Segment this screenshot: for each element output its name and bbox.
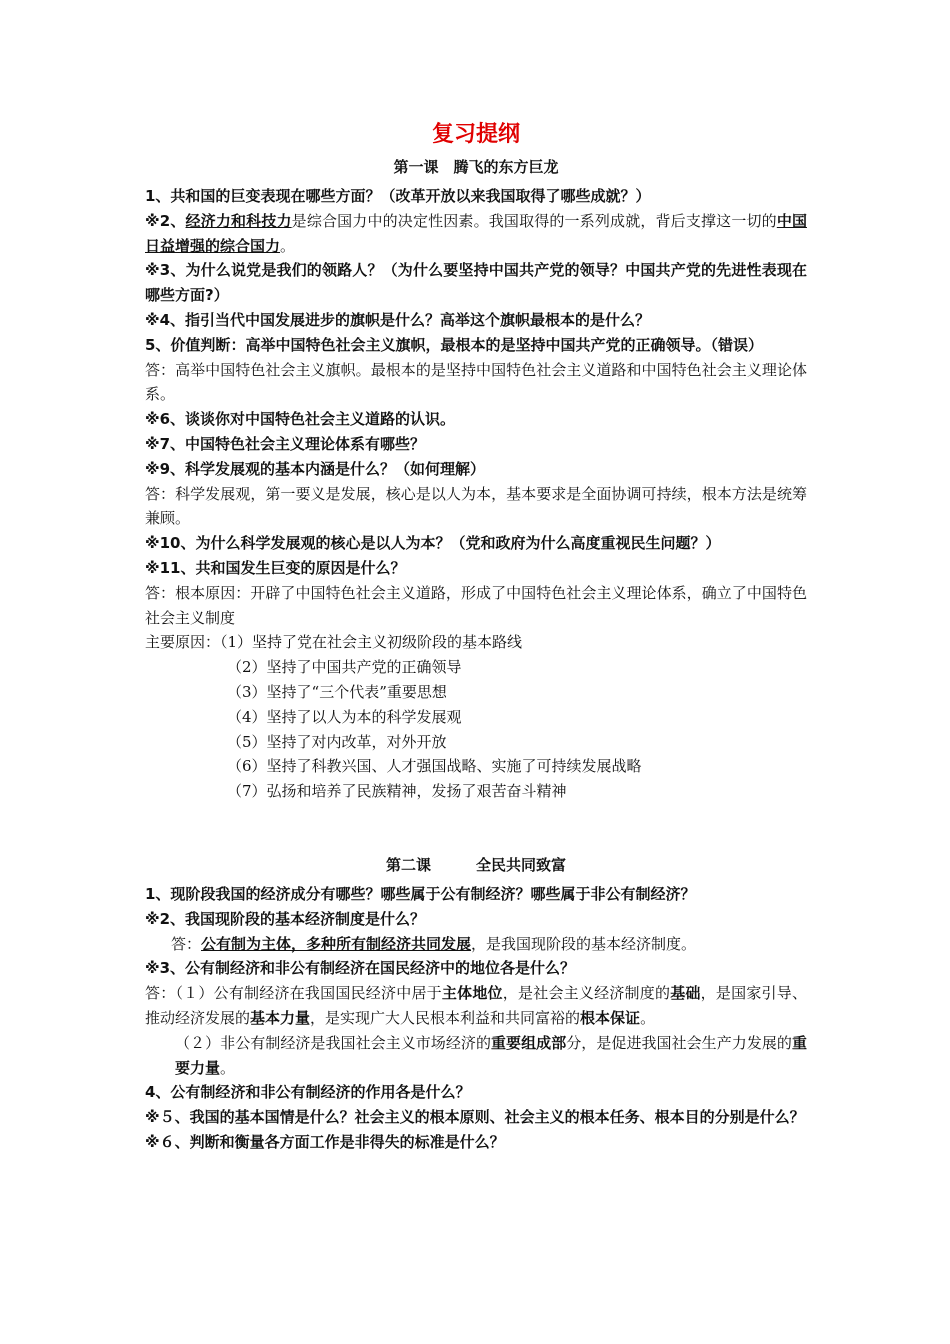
lesson2-question-4: 4、公有制经济和非公有制经济的作用各是什么？ bbox=[145, 1083, 471, 1102]
a3-text: 分，是促进我国社会生产力发展的 bbox=[566, 1033, 792, 1052]
lesson1-question-4: ※4、指引当代中国发展进步的旗帜是什么？高举这个旗帜最根本的是什么？ bbox=[145, 310, 651, 329]
lesson1-question-7: ※7、中国特色社会主义理论体系有哪些？ bbox=[145, 434, 426, 453]
q2-end: 。 bbox=[280, 236, 296, 255]
a3-bold: 主体地位 bbox=[441, 984, 503, 1003]
a3-text: ，是社会主义经济制度的 bbox=[502, 984, 671, 1003]
lesson1-question-3: ※3、为什么说党是我们的领路人？（为什么要坚持中国共产党的领导？中国共产党的先进性表现在哪些方面?） bbox=[145, 261, 807, 305]
lesson2-question-2: ※2、我国现阶段的基本经济制度是什么？ bbox=[145, 909, 426, 928]
a2-end: ，是我国现阶段的基本经济制度。 bbox=[471, 934, 697, 953]
lesson1-answer-11: 答：根本原因：开辟了中国特色社会主义道路，形成了中国特色社会主义理论体系，确立了中国特色社会主义制度 bbox=[145, 583, 807, 627]
a3-bold: 基本力量 bbox=[250, 1008, 311, 1027]
lesson-1-heading: 第一课 腾飞的东方巨龙 bbox=[393, 158, 559, 176]
lesson2-question-5: ※５、我国的基本国情是什么？社会主义的根本原则、社会主义的根本任务、根本目的分别是什么？ bbox=[145, 1108, 805, 1127]
lesson2-answer-3-part-2 bbox=[145, 1031, 807, 1081]
lesson1-question-6: ※6、谈谈你对中国特色社会主义道路的认识。 bbox=[145, 410, 456, 429]
lesson1-answer-5: 答：高举中国特色社会主义旗帜。最根本的是坚持中国特色社会主义道路和中国特色社会主义理论体系。 bbox=[145, 360, 807, 404]
lesson1-question-1: 1、共和国的巨变表现在哪些方面？（改革开放以来我国取得了哪些成就？） bbox=[145, 187, 651, 205]
lesson1-question-9: ※9、科学发展观的基本内涵是什么？（如何理解） bbox=[145, 459, 486, 478]
a3-text: （２）非公有制经济是我国社会主义市场经济的 bbox=[175, 1033, 491, 1052]
lesson1-question-5: 5、价值判断：高举中国特色社会主义旗帜，最根本的是坚持中国共产党的正确领导。（错误） bbox=[145, 335, 763, 354]
reason-item: （2）坚持了中国共产党的正确领导 bbox=[227, 658, 462, 677]
a3-bold: 基础 bbox=[670, 984, 701, 1003]
a3-text: 答：（１）公有制经济在我国国民经济中居于 bbox=[145, 984, 442, 1003]
a3-bold: 根本保证 bbox=[580, 1008, 641, 1027]
lesson1-answer-9: 答：科学发展观，第一要义是发展，核心是以人为本，基本要求是全面协调可持续，根本方法是统筹兼顾。 bbox=[145, 484, 807, 528]
q2-middle: 是综合国力中的决定性因素。我国取得的一系列成就，背后支撑这一切的 bbox=[291, 211, 777, 230]
q2-underlined-1: 经济力和科技力 bbox=[185, 211, 292, 230]
a3-bold: 重要力量 bbox=[175, 1033, 807, 1077]
main-reasons-label: 主要原因： bbox=[145, 633, 221, 652]
lesson2-answer-3-part-1 bbox=[145, 981, 807, 1031]
section-gap bbox=[145, 804, 807, 854]
reason-item: （3）坚持了“三个代表”重要思想 bbox=[227, 682, 447, 701]
lesson1-question-10: ※10、为什么科学发展观的核心是以人为本？（党和政府为什么高度重视民生问题？） bbox=[145, 534, 721, 553]
document-page bbox=[145, 120, 807, 1155]
reason-item: （6）坚持了科教兴国、人才强国战略、实施了可持续发展战略 bbox=[227, 757, 642, 776]
reason-item: （1）坚持了党在社会主义初级阶段的基本路线 bbox=[220, 633, 523, 652]
a2-underlined: 公有制为主体，多种所有制经济共同发展 bbox=[201, 934, 472, 953]
a3-bold: 重要组成部 bbox=[491, 1033, 567, 1052]
reason-item: （5）坚持了对内改革，对外开放 bbox=[227, 732, 447, 751]
a2-prefix: 答： bbox=[171, 934, 202, 953]
main-reasons-line bbox=[145, 630, 807, 655]
q2-underlined-2: 中国日益增强的综合国力 bbox=[145, 211, 807, 255]
lesson1-question-11: ※11、共和国发生巨变的原因是什么？ bbox=[145, 558, 406, 577]
lesson2-question-1: 1、现阶段我国的经济成分有哪些？哪些属于公有制经济？哪些属于非公有制经济？ bbox=[145, 884, 696, 903]
document-title: 复习提纲 bbox=[431, 122, 520, 147]
reason-item: （7）弘扬和培养了民族精神，发扬了艰苦奋斗精神 bbox=[227, 782, 567, 801]
reason-item: （4）坚持了以人为本的科学发展观 bbox=[227, 707, 462, 726]
lesson2-answer-2 bbox=[145, 932, 807, 957]
a3-text: ，是实现广大人民根本利益和共同富裕的 bbox=[310, 1008, 581, 1027]
a3-text: ，是国家引导、推动经济发展的 bbox=[145, 984, 807, 1027]
a3-text: 。 bbox=[220, 1058, 236, 1077]
lesson2-question-6: ※６、判断和衡量各方面工作是非得失的标准是什么？ bbox=[145, 1132, 505, 1151]
lesson-2-heading: 第二课 全民共同致富 bbox=[385, 855, 566, 874]
q2-prefix: ※2、 bbox=[145, 211, 186, 230]
lesson1-question-2 bbox=[145, 209, 807, 259]
lesson2-question-3: ※3、公有制经济和非公有制经济在国民经济中的地位各是什么？ bbox=[145, 959, 576, 978]
a3-text: 。 bbox=[640, 1008, 656, 1027]
